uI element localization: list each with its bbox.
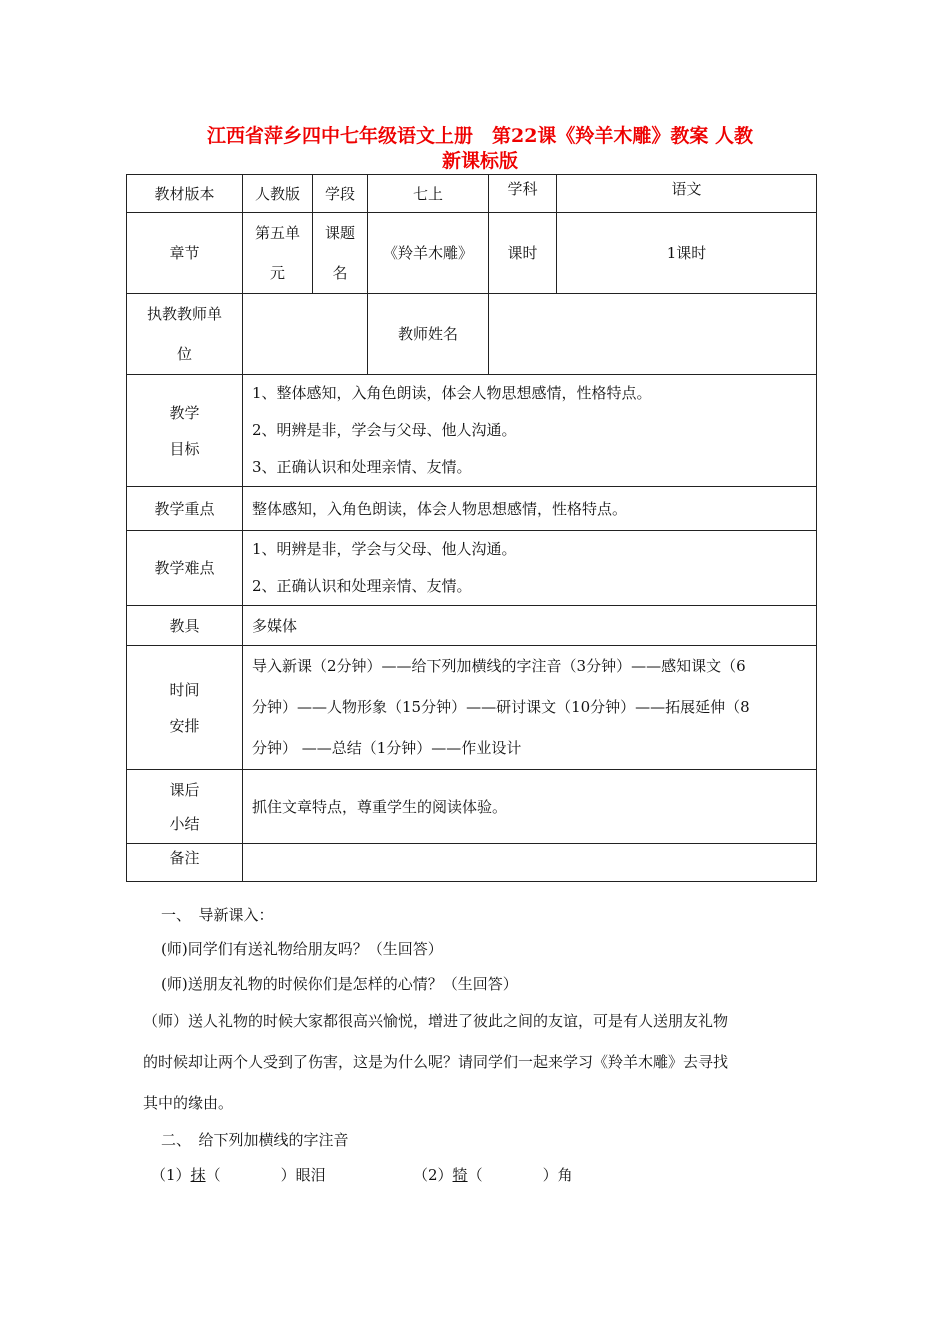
value-stage: 七上	[368, 175, 489, 213]
table-row	[127, 770, 817, 844]
chapter-line-1: 第五单	[254, 224, 300, 242]
exercise-item	[413, 1164, 573, 1185]
goal-item: 1、整体感知，入角色朗读，体会人物思想感情，性格特点。	[252, 384, 652, 402]
table-row	[127, 531, 817, 606]
table-row	[127, 175, 817, 213]
label-focus: 教学重点	[127, 487, 243, 531]
difficulty-item: 2、正确认识和处理亲情、友情。	[252, 577, 472, 595]
label-subject: 学科	[489, 175, 557, 213]
schedule-line: 导入新课（2分钟）——给下列加横线的字注音（3分钟）——感知课文（6	[252, 657, 746, 675]
schedule-line: 分钟） ——总结（1分钟）——作业设计	[252, 739, 522, 757]
difficulty-item: 1、明辨是非，学会与父母、他人沟通。	[252, 540, 517, 558]
label-chapter: 章节	[127, 213, 243, 294]
goal-item: 2、明辨是非，学会与父母、他人沟通。	[252, 421, 517, 439]
underlined-char: 犄	[452, 1166, 468, 1184]
value-hours: 1课时	[557, 213, 817, 294]
paragraph-line: 其中的缘由。	[143, 1094, 234, 1112]
schedule-text	[243, 646, 817, 770]
value-chapter	[243, 213, 313, 294]
label-tools: 教具	[127, 606, 243, 646]
unit-label-line-1: 执教教师单	[146, 305, 222, 323]
label-schedule	[127, 646, 243, 770]
exercise-text: （ ）角	[467, 1166, 573, 1184]
label-teacher-unit	[127, 294, 243, 375]
goals-list	[243, 375, 817, 487]
table-row	[127, 844, 817, 882]
label-hours: 课时	[489, 213, 557, 294]
exercise-number: （1）	[151, 1166, 191, 1184]
label-difficulty: 教学难点	[127, 531, 243, 606]
label-stage: 学段	[313, 175, 368, 213]
schedule-label-line-2: 安排	[169, 716, 200, 735]
chapter-line-2: 元	[269, 264, 285, 282]
difficulty-list	[243, 531, 817, 606]
dialogue-line: (师)送朋友礼物的时候你们是怎样的心情？（生回答）	[161, 975, 518, 993]
paragraph-line: 的时候却让两个人受到了伤害，这是为什么呢？请同学们一起来学习《羚羊木雕》去寻找	[143, 1053, 729, 1071]
lesson-plan-table	[126, 174, 817, 882]
unit-label-line-2: 位	[176, 345, 192, 363]
schedule-line: 分钟）——人物形象（15分钟）——研讨课文（10分钟）——拓展延伸（8	[252, 698, 750, 716]
exercise-number: （2）	[413, 1166, 453, 1184]
goals-label-line-1: 教学	[169, 403, 200, 422]
label-notes: 备注	[127, 844, 243, 882]
label-topic	[313, 213, 368, 294]
table-row	[127, 375, 817, 487]
value-topic: 《羚羊木雕》	[368, 213, 489, 294]
document-title	[130, 124, 830, 174]
value-summary: 抓住文章特点，尊重学生的阅读体验。	[243, 770, 817, 844]
underlined-char: 抹	[190, 1166, 206, 1184]
topic-label-line-2: 名	[332, 264, 348, 282]
title-line-1: 江西省萍乡四中七年级语文上册 第22课《羚羊木雕》教案 人教	[206, 125, 754, 147]
table-row	[127, 487, 817, 531]
goal-item: 3、正确认识和处理亲情、友情。	[252, 458, 472, 476]
label-textbook: 教材版本	[127, 175, 243, 213]
schedule-label-line-1: 时间	[169, 680, 200, 699]
table-row	[127, 646, 817, 770]
label-summary	[127, 770, 243, 844]
table-row	[127, 213, 817, 294]
table-row	[127, 606, 817, 646]
value-teacher-unit	[243, 294, 368, 375]
value-tools: 多媒体	[243, 606, 817, 646]
topic-label-line-1: 课题	[324, 224, 355, 242]
summary-label-line-1: 课后	[169, 780, 200, 799]
exercise-text: （ ）眼泪	[205, 1166, 326, 1184]
value-textbook: 人教版	[243, 175, 313, 213]
paragraph-line: （师）送人礼物的时候大家都很高兴愉悦，增进了彼此之间的友谊，可是有人送朋友礼物	[143, 1012, 729, 1030]
value-notes	[243, 844, 817, 882]
value-focus: 整体感知，入角色朗读，体会人物思想感情，性格特点。	[243, 487, 817, 531]
section-heading-2: 二、 给下列加横线的字注音	[161, 1131, 349, 1149]
title-line-2: 新课标版	[441, 150, 518, 172]
section-heading-1: 一、 导新课入：	[161, 906, 274, 924]
summary-label-line-2: 小结	[169, 814, 200, 833]
dialogue-line: (师)同学们有送礼物给朋友吗？（生回答）	[161, 940, 443, 958]
label-goals	[127, 375, 243, 487]
value-teacher-name	[489, 294, 817, 375]
exercise-item	[151, 1164, 326, 1185]
label-teacher-name: 教师姓名	[368, 294, 489, 375]
goals-label-line-2: 目标	[169, 439, 200, 458]
table-row	[127, 294, 817, 375]
value-subject: 语文	[557, 175, 817, 213]
